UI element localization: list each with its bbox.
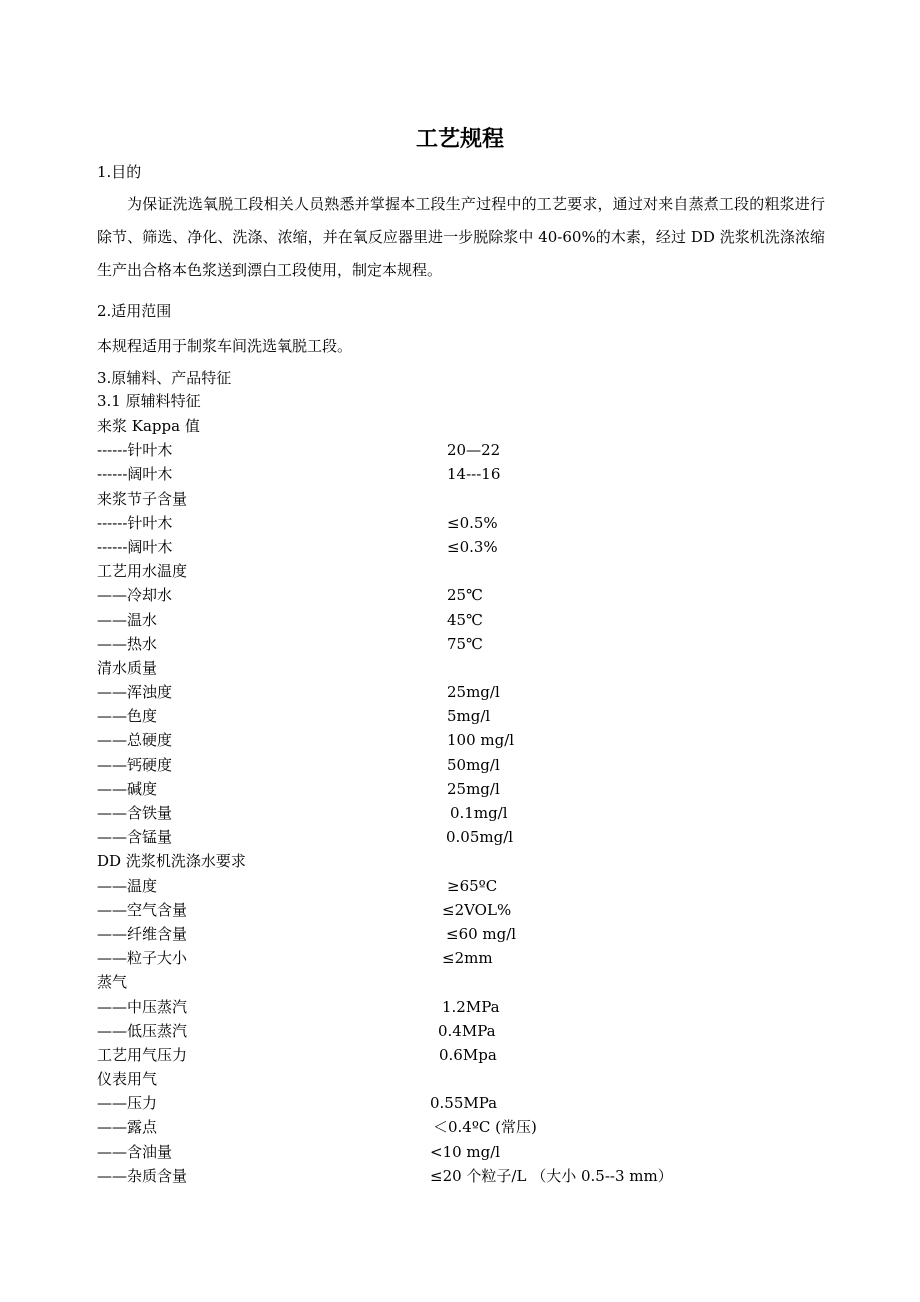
spec-row (97, 996, 797, 1020)
spec-label: 工艺用水温度 (97, 562, 188, 581)
spec-value: 75℃ (447, 634, 483, 653)
spec-value: 1.2MPa (442, 997, 500, 1016)
spec-label: ——纤维含量 (97, 924, 188, 943)
section-1-heading: 1.目的 (97, 163, 142, 181)
spec-value: 0.4MPa (438, 1021, 496, 1040)
spec-label: ------针叶木 (97, 513, 173, 532)
spec-row (97, 439, 797, 463)
spec-row (97, 1020, 797, 1044)
spec-row (97, 1068, 797, 1092)
spec-row (97, 802, 797, 826)
spec-value: <10 mg/l (430, 1142, 501, 1161)
spec-row (97, 512, 797, 536)
spec-row (97, 850, 797, 874)
spec-label: ——碱度 (97, 779, 158, 798)
spec-row (97, 1116, 797, 1140)
spec-value: 5mg/l (447, 707, 491, 726)
section-3-heading: 3.原辅料、产品特征 (97, 369, 232, 387)
spec-label: ——低压蒸汽 (97, 1021, 188, 1040)
spec-label: ------阔叶木 (97, 465, 173, 484)
spec-label: 来浆 Kappa 值 (97, 417, 200, 435)
spec-label: ------阔叶木 (97, 537, 173, 556)
spec-label: ——总硬度 (97, 731, 173, 750)
spec-value: ≥65ºC (447, 876, 498, 895)
spec-value: 0.6Mpa (439, 1045, 497, 1064)
spec-row (97, 584, 797, 608)
spec-row (97, 536, 797, 560)
spec-value: 0.1mg/l (450, 804, 508, 822)
spec-label: 来浆节子含量 (97, 489, 188, 508)
scope-text: 本规程适用于制浆车间洗选氧脱工段。 (97, 337, 353, 355)
spec-label: ——浑浊度 (97, 683, 173, 702)
spec-label: ——色度 (97, 707, 158, 726)
spec-value: ≤0.3% (447, 537, 498, 556)
spec-row (97, 1141, 797, 1165)
spec-row (97, 754, 797, 778)
spec-label: DD 洗浆机洗涤水要求 (97, 852, 246, 871)
spec-row (97, 899, 797, 923)
spec-label: ——杂质含量 (97, 1166, 188, 1185)
spec-label: ——压力 (97, 1094, 158, 1113)
spec-row (97, 1044, 797, 1068)
spec-label: ——含油量 (97, 1142, 173, 1161)
spec-value: 50mg/l (447, 755, 500, 774)
spec-value: ≤20 个粒子/L （大小 0.5--3 mm） (430, 1166, 673, 1185)
spec-label: ——含锰量 (97, 828, 173, 847)
spec-label: ——露点 (97, 1118, 158, 1137)
spec-label: ——温水 (97, 610, 158, 629)
spec-value: 25mg/l (447, 683, 500, 702)
spec-label: ——温度 (97, 876, 158, 895)
purpose-paragraph: 为保证洗选氧脱工段相关人员熟悉并掌握本工段生产过程中的工艺要求，通过对来自蒸煮工段的粗浆进行除节、筛选、净化、洗涤、浓缩，并在氧反应器里进一步脱除浆中 40-60%的木素，经过 DD 洗浆机洗涤浓缩生产出合格本色浆送到漂白工段使用，制定本规程。 (97, 195, 825, 279)
spec-label: ——含铁量 (97, 804, 173, 822)
spec-row (97, 1165, 797, 1189)
spec-label: ——冷却水 (97, 586, 173, 605)
spec-row (97, 609, 797, 633)
spec-row (97, 415, 797, 439)
spec-value: ＜0.4ºC (常压) (433, 1118, 537, 1137)
spec-value: 25mg/l (447, 779, 500, 798)
spec-row (97, 923, 797, 947)
spec-row (97, 826, 797, 850)
spec-label: ——粒子大小 (97, 949, 188, 968)
spec-row (97, 681, 797, 705)
document-title: 工艺规程 (415, 127, 504, 152)
spec-row (97, 633, 797, 657)
spec-value: ≤0.5% (447, 513, 498, 532)
spec-row (97, 971, 797, 995)
spec-label: ——中压蒸汽 (97, 997, 188, 1016)
spec-value: 100 mg/l (447, 731, 515, 750)
spec-row (97, 560, 797, 584)
spec-value: 20—22 (447, 441, 501, 460)
spec-row (97, 947, 797, 971)
spec-label: ——空气含量 (97, 900, 188, 919)
spec-label: 清水质量 (97, 658, 158, 677)
spec-value: ≤2mm (442, 949, 493, 968)
spec-value: 0.55MPa (430, 1094, 498, 1113)
spec-label: ------针叶木 (97, 441, 173, 460)
spec-label: ——热水 (97, 634, 158, 653)
spec-label: 仪表用气 (97, 1070, 158, 1089)
section-2-heading: 2.适用范围 (97, 302, 172, 320)
spec-value: 45℃ (447, 610, 483, 629)
spec-value: 25℃ (447, 586, 483, 605)
spec-value: 0.05mg/l (446, 828, 514, 847)
spec-row (97, 778, 797, 802)
spec-value: ≤60 mg/l (446, 924, 517, 943)
spec-label: ——钙硬度 (97, 755, 173, 774)
spec-row (97, 729, 797, 753)
spec-value: 14---16 (447, 465, 501, 484)
section-3-1-heading: 3.1 原辅料特征 (97, 392, 201, 410)
spec-label: 工艺用气压力 (97, 1045, 188, 1064)
spec-row (97, 463, 797, 487)
spec-list (97, 415, 797, 1189)
spec-row (97, 657, 797, 681)
spec-row (97, 488, 797, 512)
spec-row (97, 1092, 797, 1116)
spec-row (97, 875, 797, 899)
spec-value: ≤2VOL% (442, 900, 512, 919)
spec-row (97, 705, 797, 729)
spec-label: 蒸气 (97, 973, 128, 992)
